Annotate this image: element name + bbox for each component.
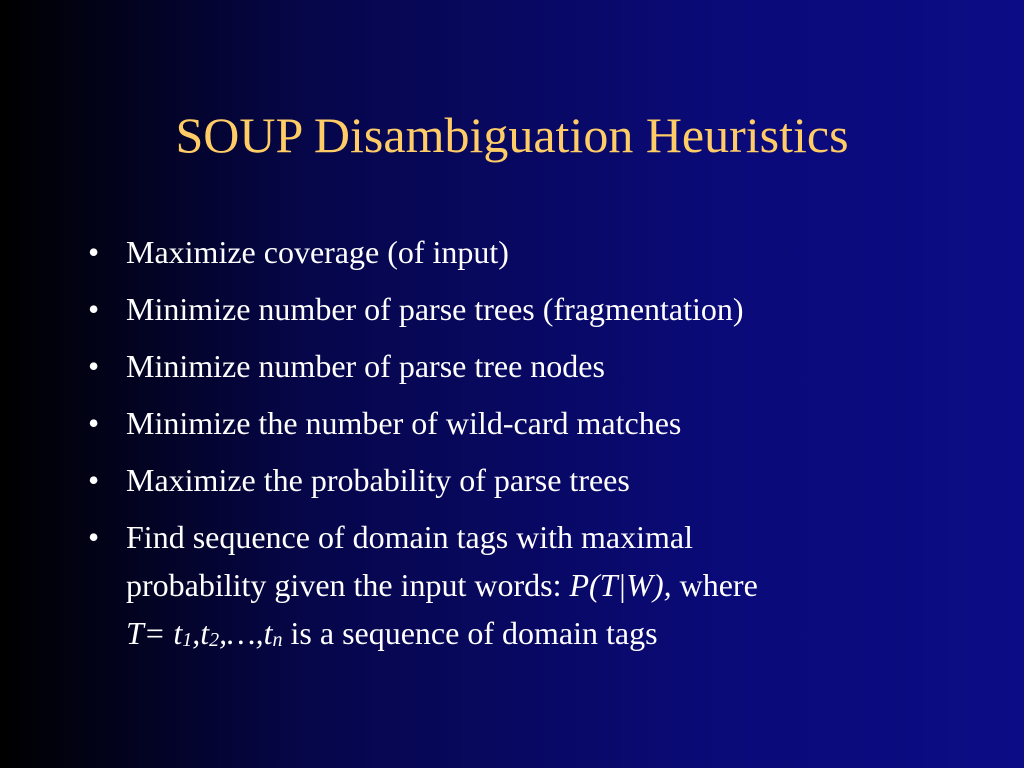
bullet-item (88, 228, 948, 276)
bullet-dot: • (88, 291, 100, 327)
tag-tn: t (263, 615, 273, 651)
t-label: T= (126, 615, 166, 651)
ellipsis: ,…, (219, 615, 264, 651)
where-text: where (671, 567, 758, 603)
slide-title: SOUP Disambiguation Heuristics (175, 107, 849, 163)
tag-t2-sub: 2 (209, 629, 220, 651)
bullet-text: Maximize the probability of parse trees (126, 462, 630, 498)
tag-t1-sub: 1 (182, 629, 193, 651)
bullet-dot: • (88, 519, 100, 555)
bullet-item (88, 342, 948, 390)
tag-tn-sub: n (272, 629, 283, 651)
tag-t1: t (173, 615, 183, 651)
bullet-dot: • (88, 462, 100, 498)
bullet-text: Maximize coverage (of input) (126, 234, 509, 270)
bullet-text: Minimize number of parse trees (fragmentation) (126, 291, 744, 327)
separator: , (192, 615, 201, 651)
bullet-dot: • (88, 405, 100, 441)
bullet-item (88, 285, 948, 333)
bullet-line-1: Find sequence of domain tags with maximal (126, 519, 693, 555)
tag-t2: t (200, 615, 210, 651)
bullet-line-3-rest: is a sequence of domain tags (282, 615, 658, 651)
bullet-text: Minimize number of parse tree nodes (126, 348, 605, 384)
bullet-dot: • (88, 348, 100, 384)
bullet-dot: • (88, 234, 100, 270)
bullet-item-last (88, 513, 948, 664)
bullet-line-2: probability given the input words: (126, 567, 570, 603)
probability-formula: P(T|W), (569, 567, 672, 603)
bullet-item (88, 456, 948, 504)
bullet-text: Minimize the number of wild-card matches (126, 405, 682, 441)
bullet-list (88, 228, 948, 673)
bullet-item (88, 399, 948, 447)
